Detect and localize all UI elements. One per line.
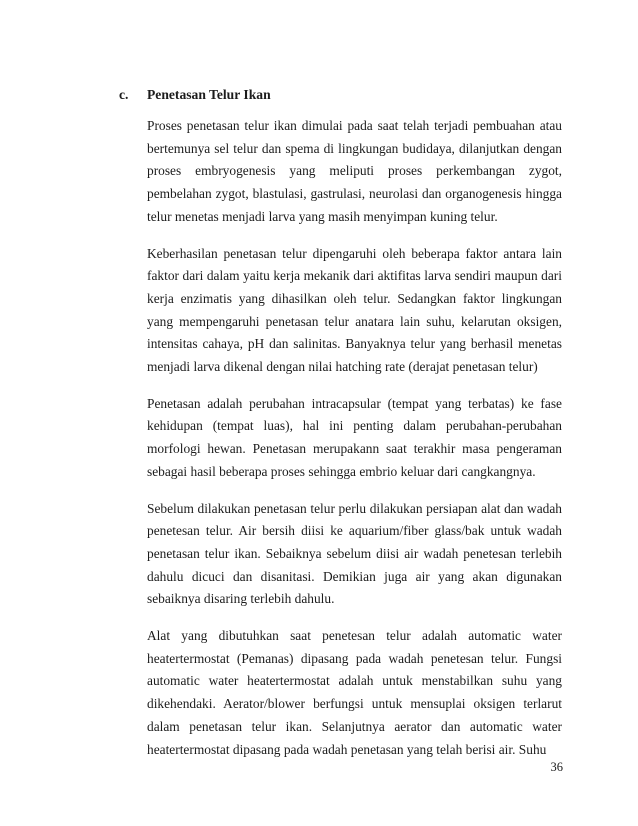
- paragraph: Keberhasilan penetasan telur dipengaruhi oleh beberapa faktor antara lain faktor dari dalam yaitu kerja mekanik dari aktifitas larva sendiri maupun dari kerja enzimatis yang dihasilkan oleh telur. Sedangkan faktor lingkungan yang mempengaruhi penetasan telur anatara lain suhu, kelarutan oksigen, intensitas cahaya, pH dan salinitas. Banyaknya telur yang berhasil menetas menjadi larva dikenal dengan nilai hatching rate (derajat penetasan telur): [147, 245, 562, 375]
- section-letter: c.: [119, 87, 129, 102]
- paragraph: Penetasan adalah perubahan intracapsular (tempat yang terbatas) ke fase kehidupan (tempat luas), hal ini penting dalam perubahan-perubahan morfologi hewan. Penetasan merupakann saat terakhir masa pengeraman sebagai hasil beberapa proses sehingga embrio keluar dari cangkangnya.: [147, 395, 562, 479]
- section-title: Penetasan Telur Ikan: [147, 87, 271, 102]
- paragraph: Proses penetasan telur ikan dimulai pada saat telah terjadi pembuahan atau bertemunya sel telur dan spema di lingkungan budidaya, dilanjutkan dengan proses embryogenesis yang meliputi proses perkembangan zygot, pembelahan zygot, blastulasi, gastrulasi, neurolasi dan organogenesis hingga telur menetas menjadi larva yang masih menyimpan kuning telur.: [147, 118, 562, 224]
- section-heading: [119, 87, 271, 103]
- paragraph: Alat yang dibutuhkan saat penetesan telur adalah automatic water heatertermostat (Pemanas) dipasang pada wadah penetesan telur. Fungsi automatic water heatertermostat adalah untuk menstabilkan suhu yang dikehendaki. Aerator/blower berfungsi untuk mensuplai oksigen terlarut dalam penetasan telur ikan. Selanjutnya aerator dan automatic water heatertermostat dipasang pada wadah penetasan yang telah berisi air. Suhu: [147, 628, 562, 757]
- paragraph: Sebelum dilakukan penetasan telur perlu dilakukan persiapan alat dan wadah penetesan telur. Air bersih diisi ke aquarium/fiber glass/bak untuk wadah penetasan telur ikan. Sebaiknya sebelum diisi air wadah penetesan terlebih dahulu dicuci dan disanitasi. Demikian juga air yang akan digunakan sebaiknya disaring terlebih dahulu.: [147, 500, 562, 607]
- body-text: [147, 115, 562, 775]
- page-number: 36: [550, 760, 563, 774]
